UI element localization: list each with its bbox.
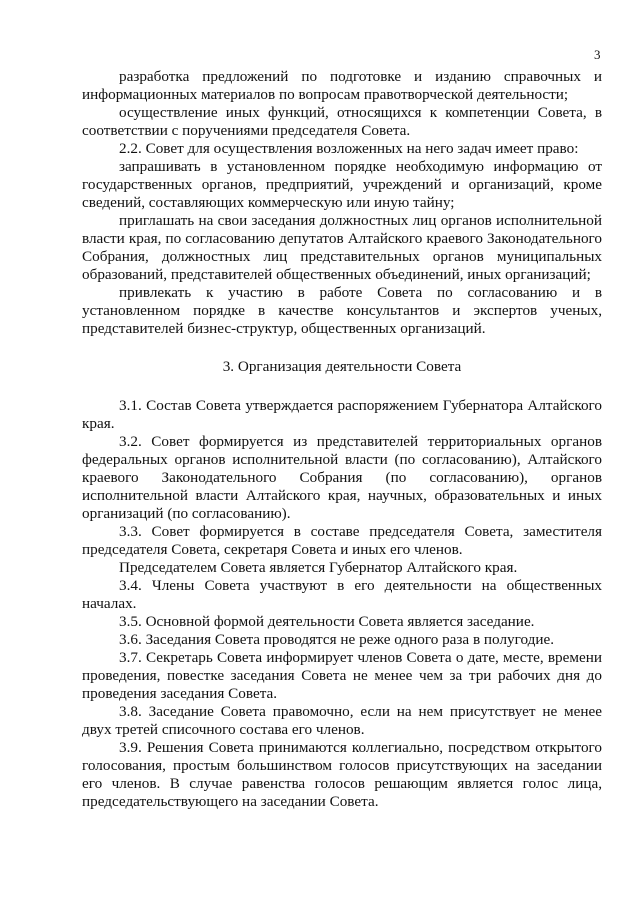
paragraph: 3.3. Совет формируется в составе председателя Совета, заместителя председателя Совета, секретаря Совета и иных его членов. bbox=[82, 523, 602, 558]
paragraph: 3.5. Основной формой деятельности Совета является заседание. bbox=[119, 613, 535, 630]
section-title: 3. Организация деятельности Совета bbox=[222, 358, 462, 375]
paragraph: 3.6. Заседания Совета проводятся не реже одного раза в полугодие. bbox=[119, 631, 555, 648]
paragraph: Председателем Совета является Губернатор Алтайского края. bbox=[119, 559, 518, 576]
document-body bbox=[82, 68, 602, 811]
paragraph: 3.8. Заседание Совета правомочно, если на нем присутствует не менее двух третей списочного состава его членов. bbox=[82, 703, 602, 738]
page-number: 3 bbox=[594, 47, 601, 62]
paragraph: 3.7. Секретарь Совета информирует членов Совета о дате, месте, времени проведения, повестке заседания Совета не менее чем за три рабочих дня до проведения заседания Совета. bbox=[82, 649, 602, 702]
paragraph: 3.4. Члены Совета участвуют в его деятельности на общественных началах. bbox=[82, 577, 602, 612]
paragraph: приглашать на свои заседания должностных лиц органов исполнительной власти края, по согласованию депутатов Алтайского краевого Законодательного Собрания, должностных лиц представительных органов муниципальных образований, представителей общественных объединений, иных организаций; bbox=[82, 212, 602, 283]
paragraph: привлекать к участию в работе Совета по согласованию и в установленном порядке в качестве консультантов и экспертов ученых, представителей бизнес-структур, общественных организаций. bbox=[82, 284, 602, 337]
paragraph: 3.9. Решения Совета принимаются коллегиально, посредством открытого голосования, простым большинством голосов присутствующих на заседании его членов. В случае равенства голосов решающим является голос лица, председательствующего на заседании Совета. bbox=[82, 739, 602, 810]
paragraph: запрашивать в установленном порядке необходимую информацию от государственных органов, предприятий, учреждений и организаций, кроме сведений, составляющих коммерческую или иную тайну; bbox=[82, 158, 602, 211]
paragraph: 3.1. Состав Совета утверждается распоряжением Губернатора Алтайского края. bbox=[82, 397, 602, 432]
paragraph: осуществление иных функций, относящихся к компетенции Совета, в соответствии с поручениями председателя Совета. bbox=[82, 104, 602, 139]
paragraph: 3.2. Совет формируется из представителей территориальных органов федеральных органов исполнительной власти (по согласованию), Алтайского краевого Законодательного Собрания (по согласованию), органов исполнительной власти Алтайского края, научных, образовательных и иных организаций (по согласованию). bbox=[82, 433, 602, 522]
paragraph: разработка предложений по подготовке и изданию справочных и информационных материалов по вопросам правотворческой деятельности; bbox=[82, 68, 602, 103]
paragraph: 2.2. Совет для осуществления возложенных на него задач имеет право: bbox=[119, 140, 579, 157]
